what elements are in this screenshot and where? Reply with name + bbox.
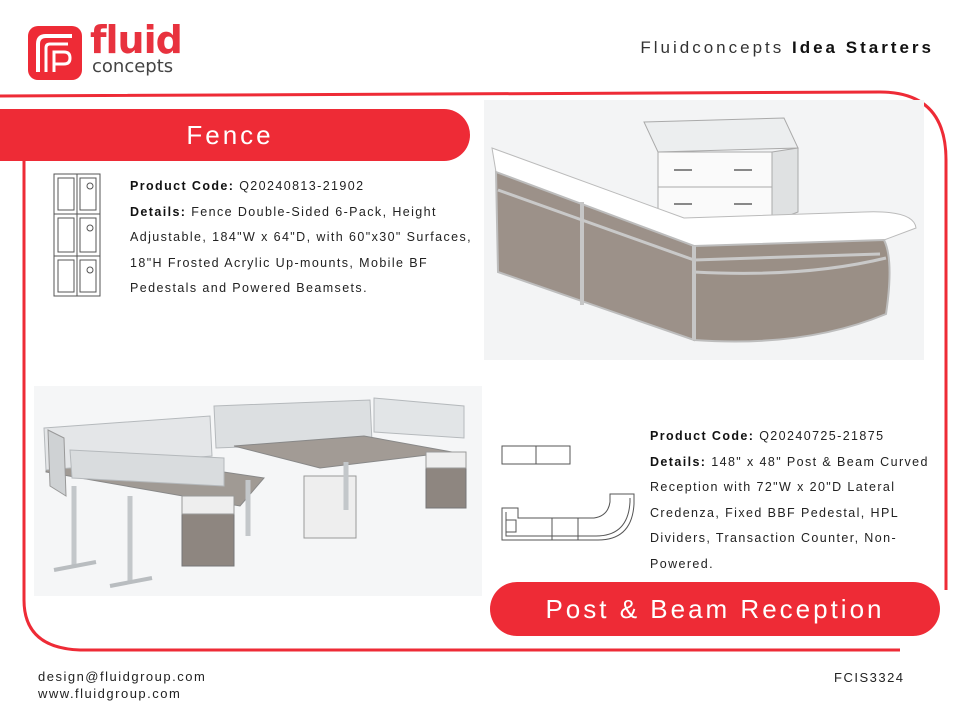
reception-details: 148" x 48" Post & Beam Curved Reception with 72"W x 20"D Lateral Credenza, Fixed BBF Pedestal, HPL Dividers, Transaction Counter, Non-Powered. [650,454,929,571]
reception-desk-image [484,100,924,360]
fence-heading [0,109,470,161]
page-title-bold: Idea Starters [792,38,934,57]
footer-email-link[interactable]: design@fluidgroup.com [38,669,207,684]
logo-wordmark: fluid [90,18,182,62]
fence-product-code-label: Product Code: [130,179,235,193]
reception-details-label: Details: [650,454,707,469]
logo-subword: concepts [92,56,174,77]
fence-details: Fence Double-Sided 6-Pack, Height Adjustable, 184"W x 64"D, with 60"x30" Surfaces, 18"H Frosted Acrylic Up-mounts, Mobile BF Pedestals and Powered Beamsets. [130,204,473,296]
fence-details-label: Details: [130,204,187,219]
reception-credenza-plan-drawing [500,444,572,468]
page-title [640,38,934,58]
fence-heading-text: Fence [186,119,274,150]
footer-website-link[interactable]: www.fluidgroup.com [38,686,182,701]
document-code: FCIS3324 [834,670,905,685]
reception-product-code: Q20240725-21875 [759,429,885,443]
fence-description [130,174,480,302]
fence-workstation-image [34,386,482,596]
reception-description [650,424,940,578]
reception-heading [490,582,940,636]
fence-product-code: Q20240813-21902 [239,179,365,193]
fence-plan-drawing [50,172,104,298]
reception-product-code-label: Product Code: [650,429,755,443]
reception-heading-text: Post & Beam Reception [545,593,885,624]
fluid-logo-icon [28,26,82,80]
page-title-regular: Fluidconcepts [640,38,785,57]
reception-desk-plan-drawing [498,490,638,544]
